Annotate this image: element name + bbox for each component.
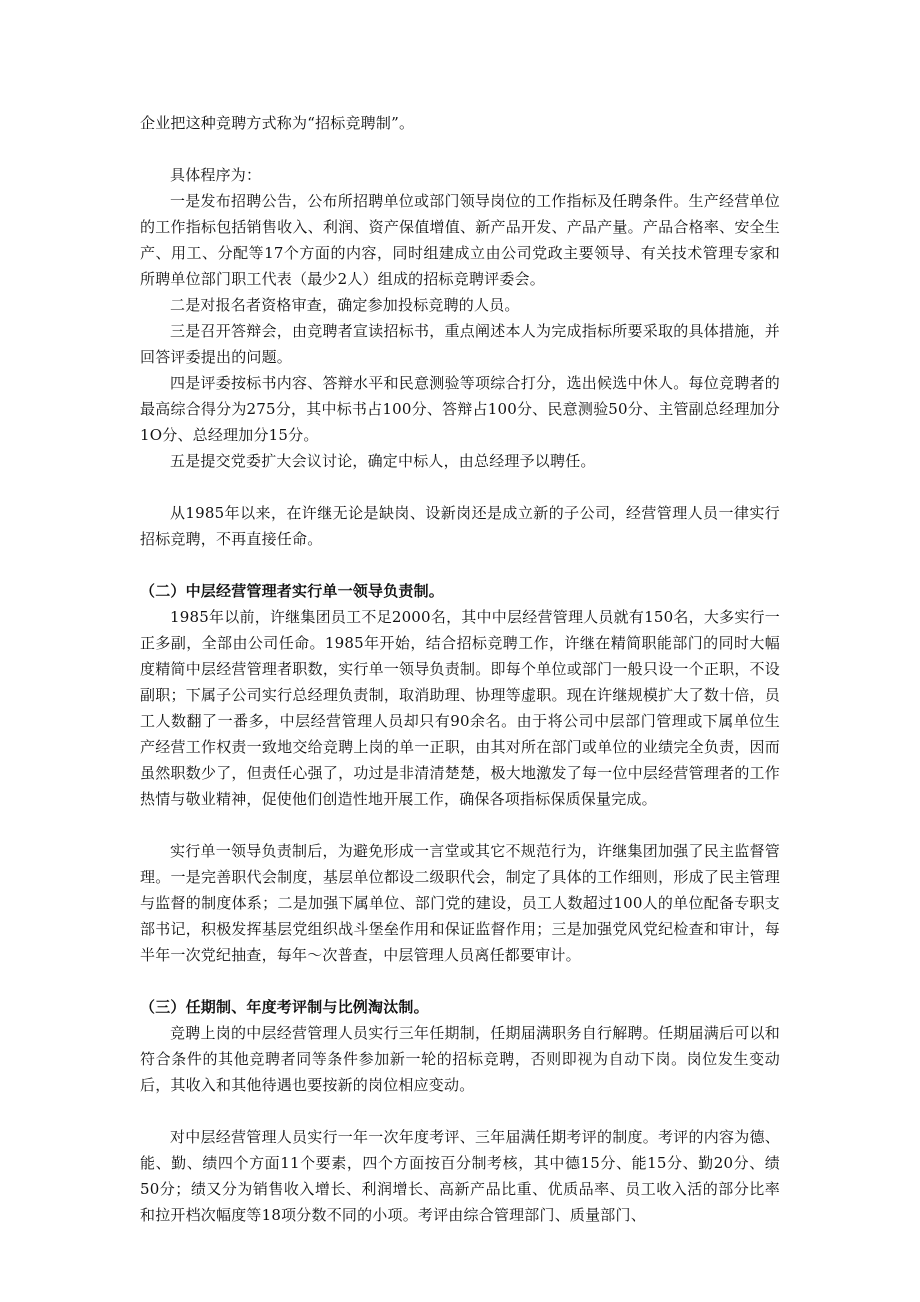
paragraph-step-3: 三是召开答辩会，由竞聘者宣读招标书，重点阐述本人为完成指标所要采取的具体措施，并回答评委提出的问题。 — [140, 322, 780, 366]
document-body — [140, 110, 780, 1228]
section-heading-2: （二）中层经营管理者实行单一领导负责制。 — [140, 582, 445, 600]
paragraph-step-2: 二是对报名者资格审查，确定参加投标竞聘的人员。 — [170, 296, 520, 314]
paragraph-single-leader: 1985年以前，许继集团员工不足2000名，其中中层经营管理人员就有150名，大多实行一正多副，全部由公司任命。1985年开始，结合招标竞聘工作，许继在精简职能部门的同时大幅度精简中层经营管理者职数，实行单一领导负责制。即每个单位或部门一般只设一个正职，不设副职；下属子公司实行总经理负责制，取消助理、协理等虚职。现在许继规模扩大了数十倍，员工人数翻了一番多，中层经营管理人员却只有90余名。由于将公司中层部门管理或下属单位生产经营工作权责一致地交给竞聘上岗的单一正职，由其对所在部门或单位的业绩完全负责，因而虽然职数少了，但责任心强了，功过是非清清楚楚，极大地激发了每一位中层经营管理者的工作热情与敬业精神，促使他们创造性地开展工作，确保各项指标保质保量完成。 — [140, 608, 780, 808]
paragraph-term-system: 竞聘上岗的中层经营管理人员实行三年任期制，任期届满职务自行解聘。任期届满后可以和符合条件的其他竞聘者同等条件参加新一轮的招标竞聘，否则即视为自动下岗。岗位发生变动后，其收入和其他待遇也要按新的岗位相应变动。 — [140, 1024, 780, 1094]
paragraph-annual-review: 对中层经营管理人员实行一年一次年度考评、三年届满任期考评的制度。考评的内容为德、能、勤、绩四个方面11个要素，四个方面按百分制考核，其中德15分、能15分、勤20分、绩50分；绩又分为销售收入增长、利润增长、高新产品比重、优质品率、员工收入活的部分比率和拉开档次幅度等18项分数不同的小项。考评由综合管理部门、质量部门、 — [140, 1128, 780, 1224]
paragraph-step-5: 五是提交党委扩大会议讨论，确定中标人，由总经理予以聘任。 — [170, 452, 596, 470]
paragraph-step-1: 一是发布招聘公告，公布所招聘单位或部门领导岗位的工作指标及任聘条件。生产经营单位的工作指标包括销售收入、利润、资产保值增值、新产品开发、产品产量。产品合格率、安全生产、用工、分配等17个方面的内容，同时组建成立由公司党政主要领导、有关技术管理专家和所聘单位部门职工代表（最少2人）组成的招标竞聘评委会。 — [140, 192, 780, 288]
paragraph-supervision: 实行单一领导负责制后，为避免形成一言堂或其它不规范行为，许继集团加强了民主监督管理。一是完善职代会制度，基层单位都设二级职代会，制定了具体的工作细则，形成了民主管理与监督的制度体系；二是加强下属单位、部门党的建设，员工人数超过100人的单位配备专职支部书记，积极发挥基层党组织战斗堡垒作用和保证监督作用；三是加强党风党纪检查和审计，每半年一次党纪抽查，每年～次普查，中层管理人员离任都要审计。 — [140, 842, 780, 964]
paragraph-step-4: 四是评委按标书内容、答辩水平和民意测验等项综合打分，选出候选中休人。每位竞聘者的最高综合得分为275分，其中标书占100分、答辩占100分、民意测验50分、主管副总经理加分1O分、总经理加分15分。 — [140, 374, 780, 444]
section-heading-3: （三）任期制、年度考评制与比例淘汰制。 — [140, 998, 429, 1016]
paragraph-intro: 企业把这种竞聘方式称为“招标竞聘制”。 — [140, 114, 415, 132]
paragraph-since-1985: 从1985年以来，在许继无论是缺岗、设新岗还是成立新的子公司，经营管理人员一律实行招标竞聘，不再直接任命。 — [140, 504, 780, 548]
paragraph-procedure-title: 具体程序为： — [170, 166, 262, 184]
